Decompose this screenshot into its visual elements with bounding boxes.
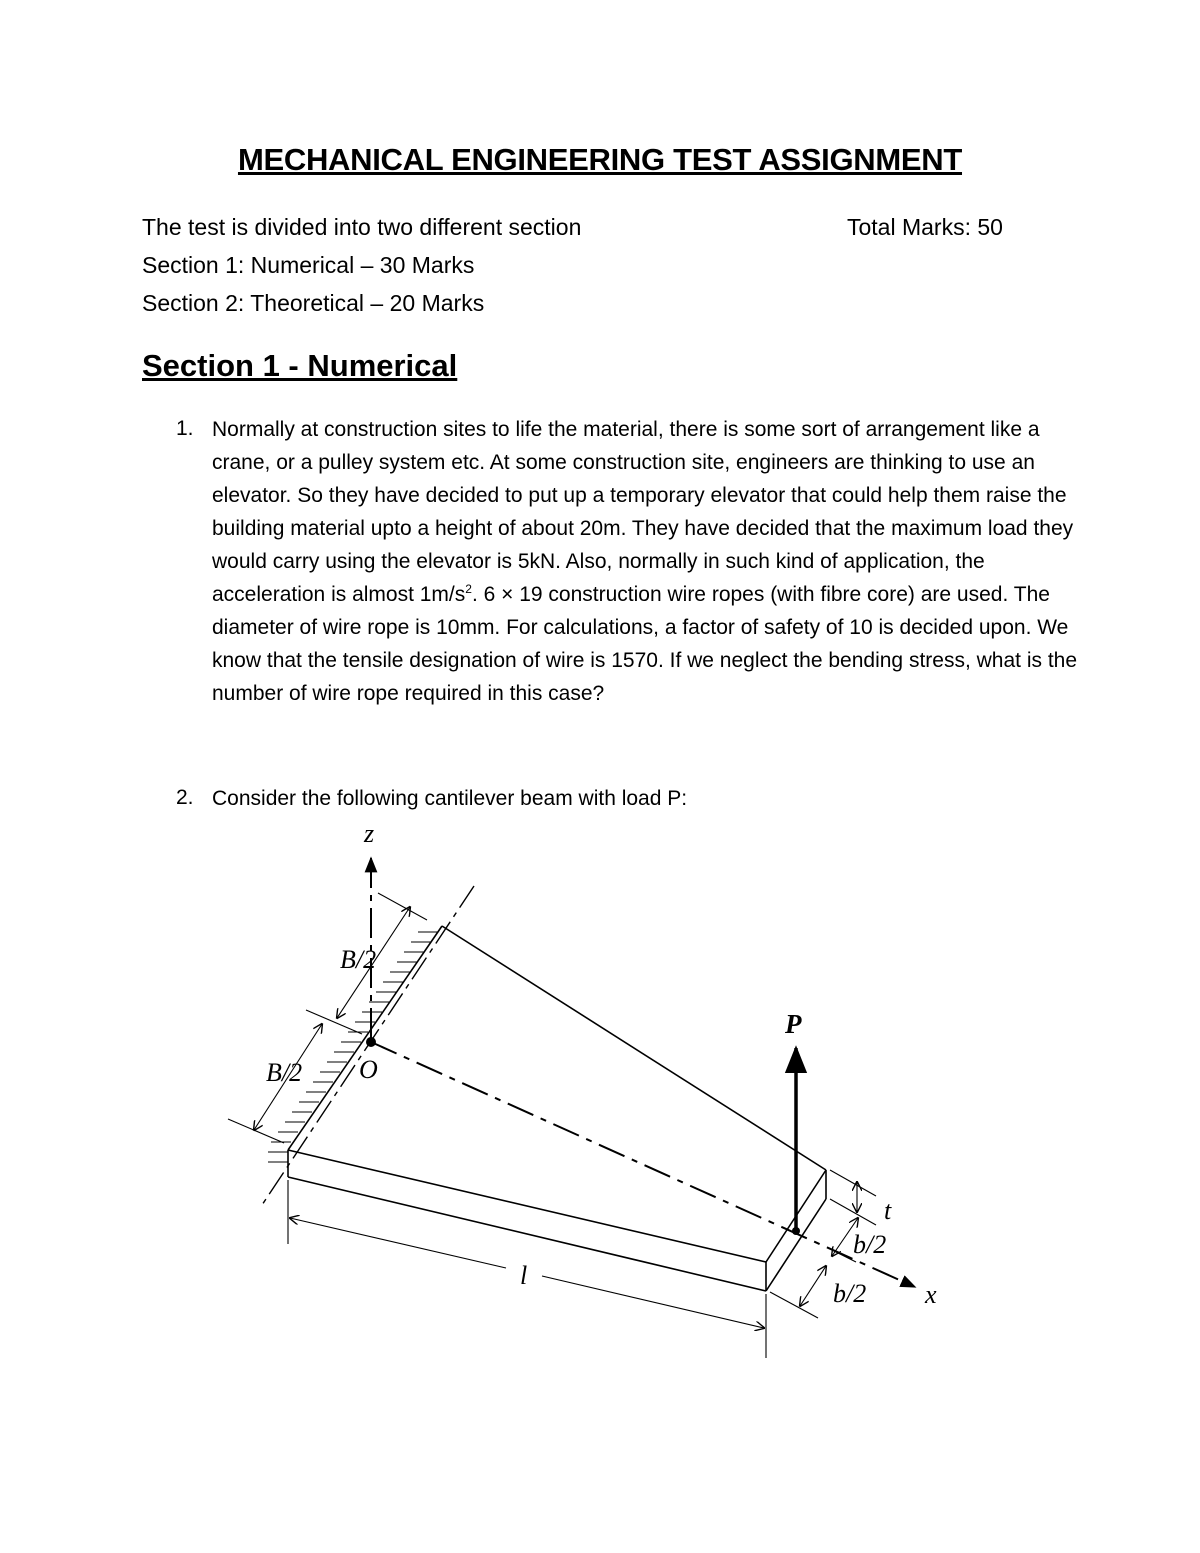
question-2-number: 2. <box>176 786 194 809</box>
label-x: x <box>925 1280 937 1309</box>
label-z: z <box>364 819 375 848</box>
intro-line-section2: Section 2: Theoretical – 20 Marks <box>142 290 485 316</box>
label-B2-top: B/2 <box>340 945 377 974</box>
label-t: t <box>884 1196 892 1225</box>
page-title: MECHANICAL ENGINEERING TEST ASSIGNMENT <box>237 142 963 177</box>
load-point <box>792 1227 800 1235</box>
question-2-text: Consider the following cantilever beam with load P: <box>212 787 688 810</box>
origin-point <box>366 1037 376 1047</box>
intro-line-section1: Section 1: Numerical – 30 Marks <box>142 252 475 278</box>
label-b2-top: b/2 <box>853 1230 887 1259</box>
label-O: O <box>359 1055 378 1084</box>
section1-heading: Section 1 - Numerical <box>142 348 458 383</box>
total-marks: Total Marks: 50 <box>847 214 1003 240</box>
question-1-number: 1. <box>176 417 194 440</box>
question-1-text-part1: Normally at construction sites to life the material, there is some sort of arrangement like a crane, or a pulley system etc. At some construction site, engineers are thinking to use an elevator. So they have decided to put up a temporary elevator that could help them raise the building material upto a height of about 20m. They have decided that the maximum load they would carry using the elevator is 5kN. Also, normally in such kind of application, the acceleration is almost 1m/s <box>212 418 1074 606</box>
question-1-text-part2: . 6 × 19 construction wire ropes (with fibre core) are used. The diameter of wire rope is 10mm. For calculations, a factor of safety of 10 is decided upon. We know that the tensile designation of wire is 1570. If we neglect the bending stress, what is the number of wire rope required in this case? <box>212 583 1078 705</box>
question-1-exponent: 2 <box>465 582 472 596</box>
label-P: P <box>785 1009 802 1039</box>
label-B2-bottom: B/2 <box>266 1058 303 1087</box>
label-l: l <box>520 1261 528 1290</box>
intro-line-sections: The test is divided into two different section <box>142 214 582 240</box>
label-b2-bottom: b/2 <box>833 1279 867 1308</box>
